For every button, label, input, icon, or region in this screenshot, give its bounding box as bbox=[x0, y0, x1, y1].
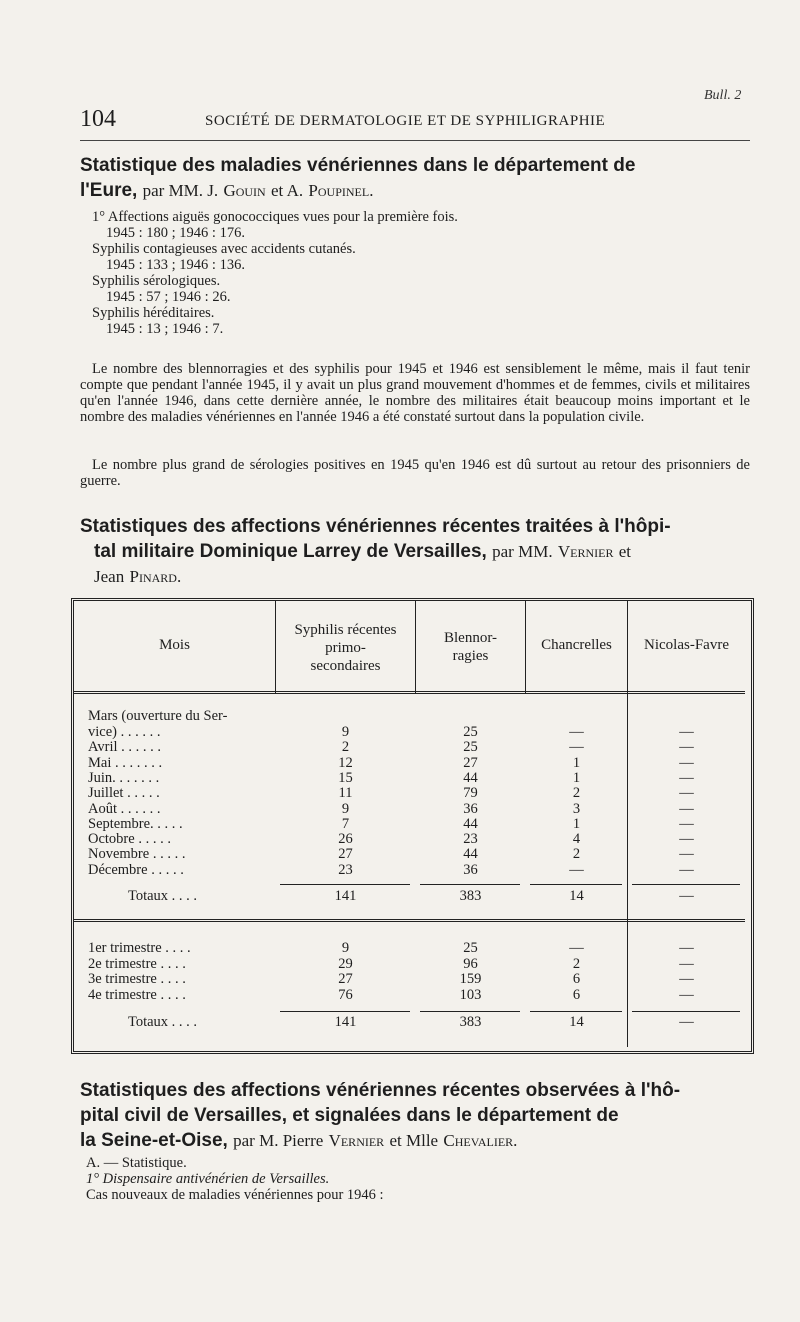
author-gouin: Gouin bbox=[223, 181, 266, 200]
item-line: 1945 : 133 ; 1946 : 136. bbox=[106, 257, 245, 273]
row-label: Août . . . . . . bbox=[88, 800, 161, 817]
author-vernier: Vernier bbox=[557, 542, 614, 561]
row-label: Octobre . . . . . bbox=[88, 831, 171, 848]
row-label: 2e trimestre . . . . bbox=[88, 955, 186, 972]
section1-title-line2: l'Eure, par MM. J. Gouin et A. Poupinel. bbox=[80, 180, 374, 201]
section1-paragraph1: Le nombre des blennorragies et des syphilis pour 1945 et 1946 est sensiblement le même, mais il faut tenir compte que pendant l'année 1945, il y avait un plus grand mouvement d'hommes et de femmes, civils et militaires qu'en l'année 1946, dans cette dernière année, le nombre des militaires était beaucoup moins important et le nombre des maladies vénériennes en l'année 1946 a été constaté surtout dans la population civile. bbox=[80, 361, 750, 425]
cell-nf: — bbox=[679, 769, 694, 786]
cell-syph: 9 bbox=[341, 940, 350, 956]
cell-blen: 79 bbox=[463, 785, 478, 802]
section2-title-line3: Jean Pinard. bbox=[94, 567, 182, 586]
cell-nf: — bbox=[679, 800, 694, 817]
row-label: Avril . . . . . . bbox=[88, 739, 162, 756]
cell-chanc: 6 bbox=[572, 986, 581, 1003]
cell-nf: — bbox=[679, 888, 694, 904]
cell-blen: 159 bbox=[459, 971, 482, 987]
cell-syph: 7 bbox=[341, 815, 350, 832]
item-line: Syphilis héréditaires. bbox=[92, 305, 215, 321]
cell-chanc: 2 bbox=[572, 955, 581, 972]
cell-nf: — bbox=[679, 1014, 694, 1030]
section3-title-line3: la Seine-et-Oise, par M. Pierre Vernier et Mlle Chevalier. bbox=[80, 1130, 518, 1151]
cell-nf: — bbox=[679, 955, 694, 972]
cell-blen: 383 bbox=[459, 1014, 482, 1030]
cell-syph: 15 bbox=[338, 769, 353, 786]
cell-nf: — bbox=[679, 815, 694, 832]
cell-syph: 26 bbox=[338, 831, 353, 848]
cell-blen: 44 bbox=[463, 815, 478, 832]
cell-nf: — bbox=[679, 754, 694, 771]
cell-chanc: — bbox=[569, 739, 584, 756]
section2-title-line1: Statistiques des affections vénériennes récentes traitées à l'hôpi- bbox=[80, 516, 671, 537]
cell-blen: 44 bbox=[463, 769, 478, 786]
col-header-nicolas-favre: Nicolas-Favre bbox=[644, 637, 729, 653]
month-label-mars: Mars (ouverture du Ser- vice) . . . . . . bbox=[88, 708, 228, 740]
cell-chanc: 2 bbox=[572, 846, 581, 863]
cell-blen: 25 bbox=[463, 940, 478, 956]
section3-subsection bbox=[86, 1155, 384, 1203]
cell-blen: 36 bbox=[463, 861, 478, 878]
margin-note: Bull. 2 bbox=[704, 88, 742, 103]
cell-chanc: — bbox=[569, 940, 584, 956]
cell-nf: — bbox=[679, 846, 694, 863]
cell-nf: — bbox=[679, 739, 694, 756]
row-label: 1er trimestre . . . . bbox=[88, 940, 191, 956]
cell-chanc: 3 bbox=[572, 800, 581, 817]
stats-table-frame bbox=[71, 598, 754, 1054]
col-header-chancrelles: Chancrelles bbox=[541, 637, 612, 653]
cell-chanc: 4 bbox=[572, 831, 581, 848]
cell-syph: 29 bbox=[338, 955, 353, 972]
item-line: 1945 : 57 ; 1946 : 26. bbox=[106, 289, 231, 305]
cell-blen: 23 bbox=[463, 831, 478, 848]
row-label: Totaux . . . . bbox=[128, 888, 198, 904]
col-header-syphilis: Syphilis récentes primo- secondaires bbox=[294, 622, 397, 674]
row-label: 3e trimestre . . . . bbox=[88, 971, 186, 987]
row-label: Juin. . . . . . . bbox=[88, 769, 160, 786]
section3-title bbox=[80, 1078, 755, 1153]
cell-blen: 96 bbox=[463, 955, 478, 972]
cell-syph: 9 bbox=[341, 724, 350, 740]
cell-blen: 383 bbox=[459, 888, 482, 904]
row-label: Décembre . . . . . bbox=[88, 861, 184, 878]
cell-chanc: — bbox=[569, 724, 584, 740]
author-poupinel: Poupinel. bbox=[308, 181, 374, 200]
cell-chanc: 1 bbox=[572, 754, 581, 771]
cell-chanc: 14 bbox=[569, 888, 584, 904]
cell-blen: 36 bbox=[463, 800, 478, 817]
cell-chanc: — bbox=[569, 861, 584, 878]
cell-blen: 27 bbox=[463, 754, 478, 771]
cell-chanc: 1 bbox=[572, 769, 581, 786]
cell-blen: 44 bbox=[463, 846, 478, 863]
row-label: 4e trimestre . . . . bbox=[88, 986, 186, 1003]
cell-nf: — bbox=[679, 785, 694, 802]
row-label: Septembre. . . . . bbox=[88, 815, 183, 832]
col-header-blennorragies: Blennor- ragies bbox=[443, 630, 498, 664]
item-line: Syphilis contagieuses avec accidents cutanés. bbox=[92, 241, 356, 257]
section1-title bbox=[80, 153, 755, 203]
col-header-mois: Mois bbox=[159, 637, 190, 653]
cell-nf: — bbox=[679, 831, 694, 848]
row-label: Mai . . . . . . . bbox=[88, 754, 163, 771]
row-label: Juillet . . . . . bbox=[88, 785, 160, 802]
cell-syph: 12 bbox=[338, 754, 353, 771]
item-line: 1945 : 13 ; 1946 : 7. bbox=[106, 321, 224, 337]
cell-syph: 76 bbox=[338, 986, 353, 1003]
item-line: Syphilis sérologiques. bbox=[92, 273, 221, 289]
section1-title-line1: Statistique des maladies vénériennes dans le département de bbox=[80, 155, 636, 176]
cell-chanc: 6 bbox=[572, 971, 581, 987]
cell-chanc: 2 bbox=[572, 785, 581, 802]
row-label: Novembre . . . . . bbox=[88, 846, 186, 863]
row-label: Totaux . . . . bbox=[128, 1014, 198, 1030]
cell-syph: 23 bbox=[338, 861, 353, 878]
cell-chanc: 14 bbox=[569, 1014, 584, 1030]
section1-items bbox=[92, 209, 458, 337]
sub-heading-dispensaire: 1° Dispensaire antivénérien de Versailles. bbox=[86, 1171, 330, 1187]
running-title: SOCIÉTÉ DE DERMATOLOGIE ET DE SYPHILIGRAPHIE bbox=[205, 113, 606, 129]
item-line: 1° Affections aiguës gonococciques vues pour la première fois. bbox=[92, 209, 458, 225]
cell-blen: 25 bbox=[463, 724, 478, 740]
cell-nf: — bbox=[679, 724, 694, 740]
author-vernier: Vernier bbox=[328, 1131, 385, 1150]
cell-syph: 141 bbox=[334, 888, 357, 904]
section1-paragraph2: Le nombre plus grand de sérologies positives en 1945 qu'en 1946 est dû surtout au retour des prisonniers de guerre. bbox=[80, 457, 750, 489]
item-line: 1945 : 180 ; 1946 : 176. bbox=[106, 225, 245, 241]
cell-nf: — bbox=[679, 861, 694, 878]
cell-syph: 27 bbox=[338, 846, 353, 863]
section2-title bbox=[80, 514, 755, 589]
author-chevalier: Chevalier. bbox=[443, 1131, 518, 1150]
section3-title-line1: Statistiques des affections vénériennes récentes observées à l'hô- bbox=[80, 1080, 681, 1101]
cell-syph: 141 bbox=[334, 1014, 357, 1030]
section2-title-line2: tal militaire Dominique Larrey de Versailles, par MM. Vernier et bbox=[94, 541, 632, 562]
cell-blen: 103 bbox=[459, 986, 482, 1003]
cell-nf: — bbox=[679, 986, 694, 1003]
author-pinard: Pinard. bbox=[129, 567, 182, 586]
sub-heading: A. — Statistique. bbox=[86, 1155, 187, 1171]
header-rule bbox=[80, 140, 750, 141]
cell-syph: 27 bbox=[338, 971, 353, 987]
cell-nf: — bbox=[679, 971, 694, 987]
sub-text: Cas nouveaux de maladies vénériennes pour 1946 : bbox=[86, 1187, 384, 1203]
cell-chanc: 1 bbox=[572, 815, 581, 832]
cell-syph: 11 bbox=[338, 785, 353, 802]
cell-syph: 2 bbox=[341, 739, 350, 756]
page-number: 104 bbox=[80, 106, 116, 132]
cell-syph: 9 bbox=[341, 800, 350, 817]
cell-blen: 25 bbox=[463, 739, 478, 756]
cell-nf: — bbox=[679, 940, 694, 956]
section3-title-line2: pital civil de Versailles, et signalées dans le département de bbox=[80, 1105, 619, 1126]
